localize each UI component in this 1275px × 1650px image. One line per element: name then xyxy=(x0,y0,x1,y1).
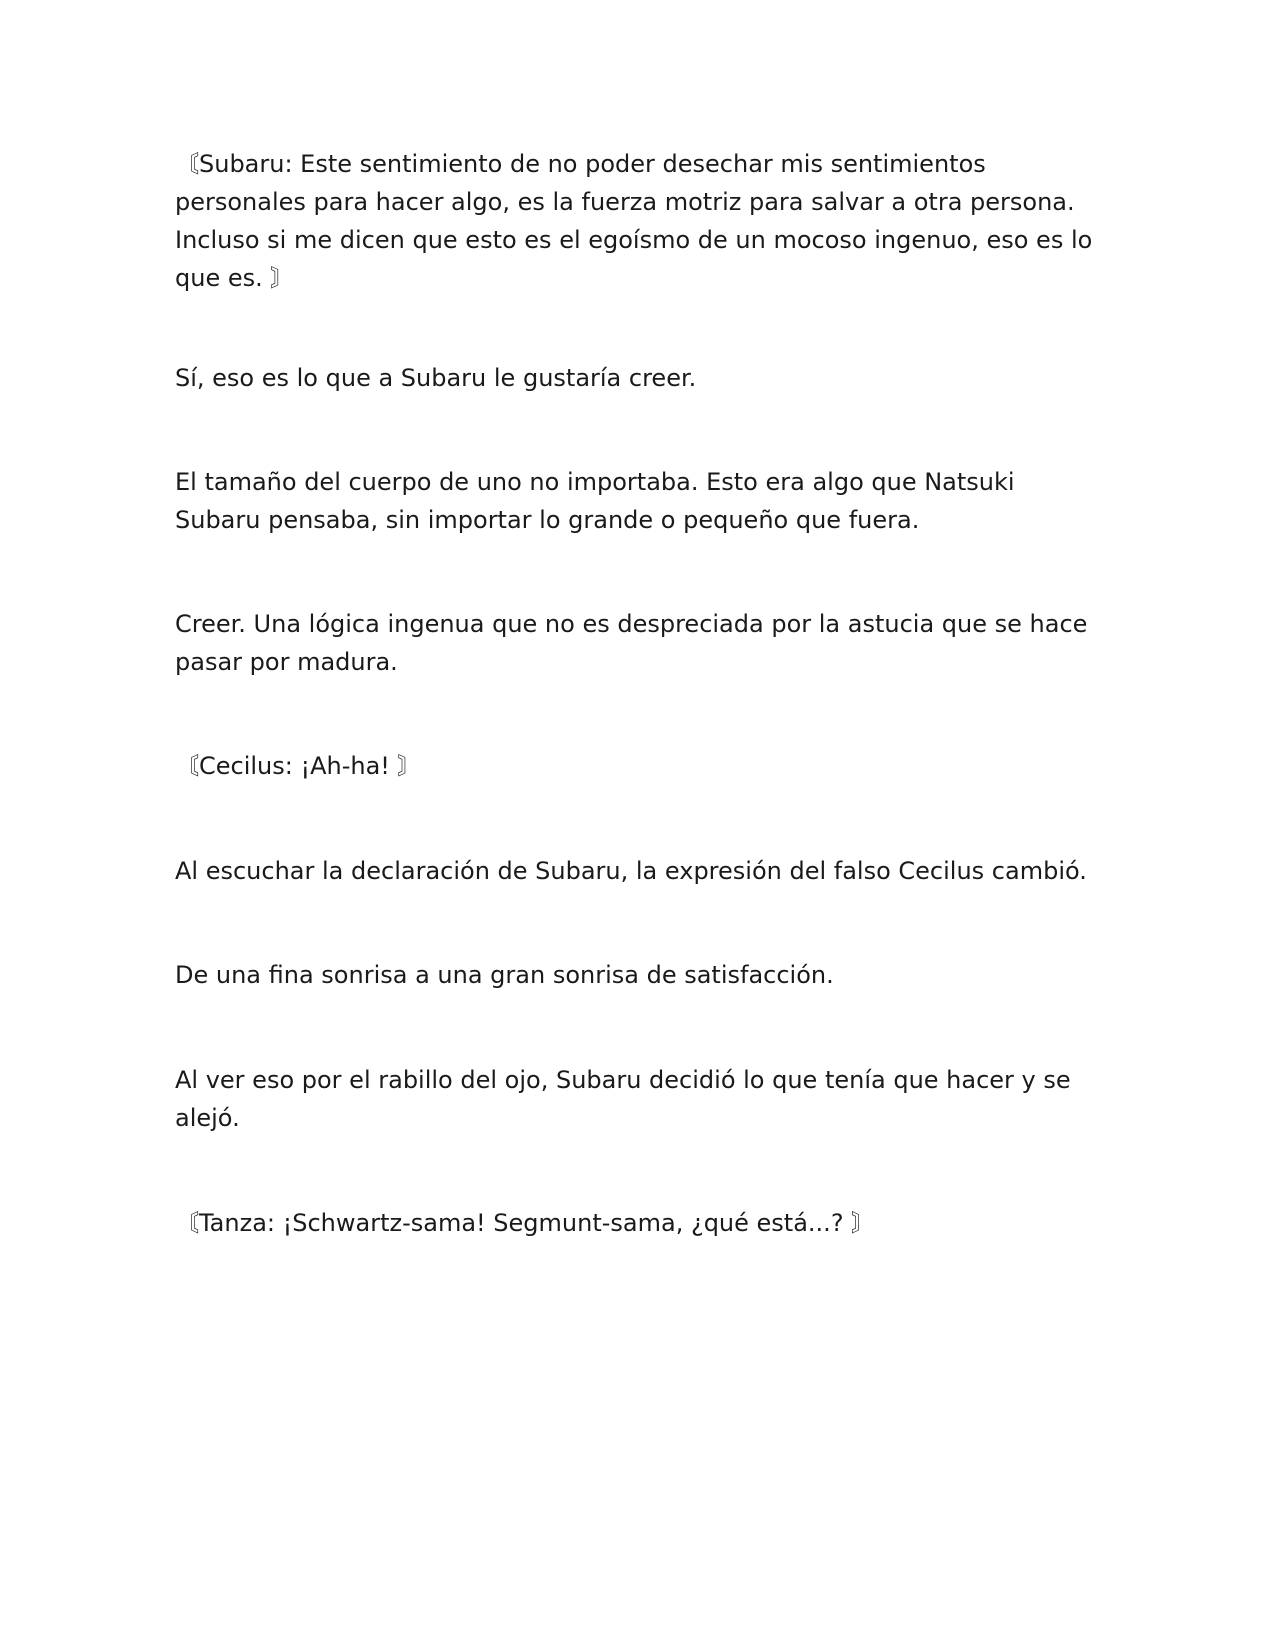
paragraph-body-size: El tamaño del cuerpo de uno no importaba. Esto era algo que Natsuki Subaru pensaba, sin importar lo grande o pequeño que fuera. xyxy=(175,468,1015,534)
paragraph-tanza-dialogue: 〘Tanza: ¡Schwartz-sama! Segmunt-sama, ¿qué está...? 〙 xyxy=(175,1209,876,1237)
paragraph-subaru-belief: Sí, eso es lo que a Subaru le gustaría creer. xyxy=(175,364,697,392)
paragraph-subaru-decision: Al ver eso por el rabillo del ojo, Subaru decidió lo que tenía que hacer y se alejó. xyxy=(175,1066,1071,1132)
paragraph-naive-logic: Creer. Una lógica ingenua que no es despreciada por la astucia que se hace pasar por madura. xyxy=(175,610,1088,676)
paragraph-smile: De una fina sonrisa a una gran sonrisa de satisfacción. xyxy=(175,961,834,989)
paragraph-cecilus-dialogue: 〘Cecilus: ¡Ah-ha! 〙 xyxy=(175,752,422,780)
paragraph-subaru-dialogue: 〘Subaru: Este sentimiento de no poder desechar mis sentimientos personales para hacer algo, es la fuerza motriz para salvar a otra persona. Incluso si me dicen que esto es el egoísmo de un mocoso ingenuo, eso es lo que es. 〙 xyxy=(175,150,1093,292)
paragraph-expression-change: Al escuchar la declaración de Subaru, la expresión del falso Cecilus cambió. xyxy=(175,857,1087,885)
